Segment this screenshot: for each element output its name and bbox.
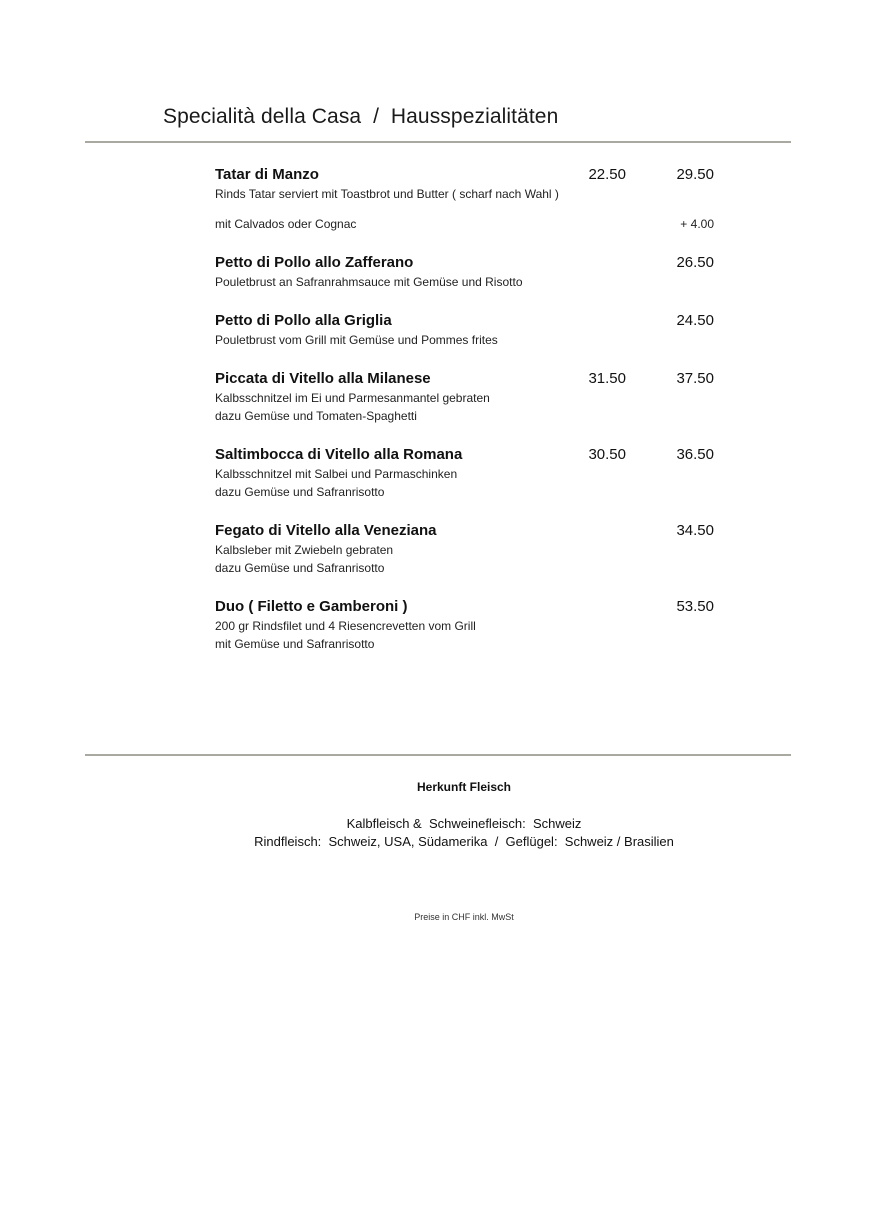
dish-description: Pouletbrust an Safranrahmsauce mit Gemüse und Risotto xyxy=(215,275,523,289)
dish-description: mit Gemüse und Safranrisotto xyxy=(215,637,375,651)
menu-item-fegato-di-vitello xyxy=(215,521,715,577)
dish-description: 200 gr Rindsfilet und 4 Riesencrevetten vom Grill xyxy=(215,619,476,633)
origin-line-beef-poultry: Rindfleisch: Schweiz, USA, Südamerika / Geflügel: Schweiz / Brasilien xyxy=(254,834,674,849)
menu-item-petto-di-pollo-griglia xyxy=(215,311,715,349)
dish-name: Piccata di Vitello alla Milanese xyxy=(215,370,431,387)
dish-description: dazu Gemüse und Safranrisotto xyxy=(215,485,385,499)
dish-name: Duo ( Filetto e Gamberoni ) xyxy=(215,598,408,615)
menu-item-tatar-di-manzo xyxy=(215,165,715,203)
price-large: 34.50 xyxy=(676,522,714,539)
price-note: Preise in CHF inkl. MwSt xyxy=(414,912,514,922)
dish-description: dazu Gemüse und Safranrisotto xyxy=(215,561,385,575)
price-large: 37.50 xyxy=(676,370,714,387)
menu-item-petto-di-pollo-zafferano xyxy=(215,253,715,291)
price-large: 53.50 xyxy=(676,598,714,615)
menu-item-piccata-di-vitello xyxy=(215,369,715,425)
menu-item-extra xyxy=(215,215,715,233)
origin-title: Herkunft Fleisch xyxy=(416,780,512,794)
page-title: Specialità della Casa / Hausspezialitäten xyxy=(163,105,559,128)
dish-description: Rinds Tatar serviert mit Toastbrot und Butter ( scharf nach Wahl ) xyxy=(215,187,559,201)
price-small: 31.50 xyxy=(588,370,626,387)
dish-description: Kalbsschnitzel mit Salbei und Parmaschinken xyxy=(215,467,458,481)
dish-description: Kalbsleber mit Zwiebeln gebraten xyxy=(215,543,394,557)
menu-item-saltimbocca xyxy=(215,445,715,501)
dish-name: Fegato di Vitello alla Veneziana xyxy=(215,522,437,539)
dish-description: Pouletbrust vom Grill mit Gemüse und Pommes frites xyxy=(215,333,498,347)
top-divider xyxy=(85,141,791,143)
extra-price: + 4.00 xyxy=(680,217,714,231)
dish-name: Saltimbocca di Vitello alla Romana xyxy=(215,446,463,463)
origin-line-veal-pork: Kalbfleisch & Schweinefleisch: Schweiz xyxy=(346,816,582,831)
dish-name: Petto di Pollo allo Zafferano xyxy=(215,254,414,271)
menu-item-duo xyxy=(215,597,715,653)
price-small: 30.50 xyxy=(588,446,626,463)
price-large: 26.50 xyxy=(676,254,714,271)
bottom-divider xyxy=(85,754,791,756)
price-small: 22.50 xyxy=(588,166,626,183)
price-large: 29.50 xyxy=(676,166,714,183)
extra-label: mit Calvados oder Cognac xyxy=(215,217,357,231)
price-large: 24.50 xyxy=(676,312,714,329)
dish-name: Petto di Pollo alla Griglia xyxy=(215,312,392,329)
dish-description: Kalbsschnitzel im Ei und Parmesanmantel gebraten xyxy=(215,391,490,405)
dish-description: dazu Gemüse und Tomaten-Spaghetti xyxy=(215,409,417,423)
dish-name: Tatar di Manzo xyxy=(215,166,319,183)
price-large: 36.50 xyxy=(676,446,714,463)
menu-list xyxy=(215,165,715,673)
